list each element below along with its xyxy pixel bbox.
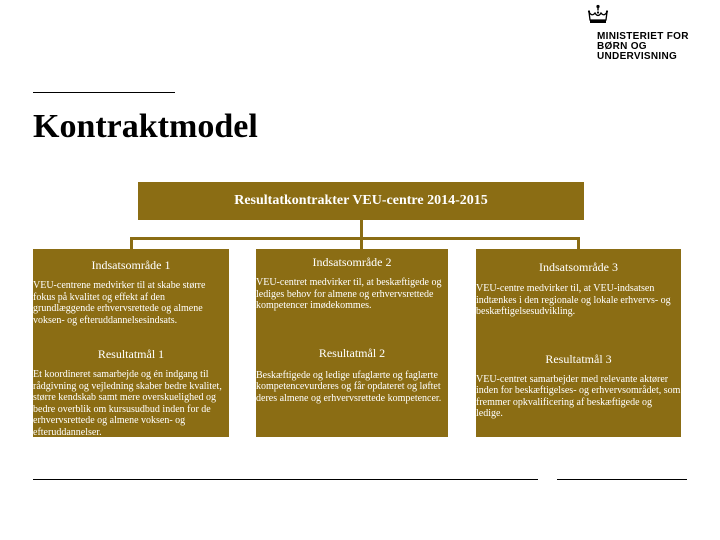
column-2 (256, 249, 448, 437)
connector-horizontal (130, 237, 580, 240)
connector-col1 (130, 237, 133, 249)
column-3 (476, 249, 681, 437)
title-rule (33, 92, 175, 93)
area-title-3: Indsatsområde 3 (539, 260, 618, 274)
goal-title-2: Resultatmål 2 (318, 345, 386, 360)
goal-title-3: Resultatmål 3 (545, 351, 612, 366)
banner: Resultatkontrakter VEU-centre 2014-2015 (138, 182, 584, 220)
connector-col2 (360, 237, 363, 249)
area-text-2: VEU-centret medvirker til, at beskæftigede og lediges behov for almene og erhvervsrettede kompetencer imødekommes. (256, 277, 442, 311)
goal-text-3: VEU-centret samarbejder med relevante aktører inden for beskæftigelses- og erhvervsområdet, som fremmer opkvalificering af beskæftigede og ledige. (476, 373, 681, 419)
ministry-name-line-1: MINISTERIET FOR (597, 31, 689, 42)
area-text-1: VEU-centrene medvirker til at skabe større fokus på kvalitet og effekt af den grundlæggende erhvervsrettede og almene voksen- og efteruddannelsesindsats. (33, 280, 206, 326)
connector-col3 (577, 237, 580, 249)
column-1 (33, 249, 229, 437)
area-title-2: Indsatsområde 2 (312, 255, 392, 269)
footer-rule-right (557, 479, 687, 480)
crown-icon (586, 4, 610, 26)
ministry-name-line-2: BØRN OG (597, 41, 647, 52)
page-title: Kontraktmodel (33, 108, 258, 145)
footer-rule-left (33, 479, 538, 480)
goal-title-1: Resultatmål 1 (97, 347, 165, 361)
goal-text-1: Et koordineret samarbejde og én indgang til rådgivning og vejledning skaber bedre kvalitet, større kendskab samt mere overskuelighed og bedre overblik om kursusudbud inden for de erhvervsrettede og almene voksen- og efteruddannelser. (33, 369, 222, 438)
connector-vertical (360, 220, 363, 238)
ministry-name-line-3: UNDERVISNING (597, 51, 678, 62)
area-text-3: VEU-centre medvirker til, at VEU-indsatsen indtænkes i den regionale og lokale erhvervs- og beskæftigelsesudvikling. (476, 283, 671, 317)
goal-text-2: Beskæftigede og ledige ufaglærte og faglærte kompetencevurderes og får opdateret og løftet deres almene og erhvervsrettede kompetencer. (256, 369, 442, 404)
area-title-1: Indsatsområde 1 (91, 258, 171, 272)
